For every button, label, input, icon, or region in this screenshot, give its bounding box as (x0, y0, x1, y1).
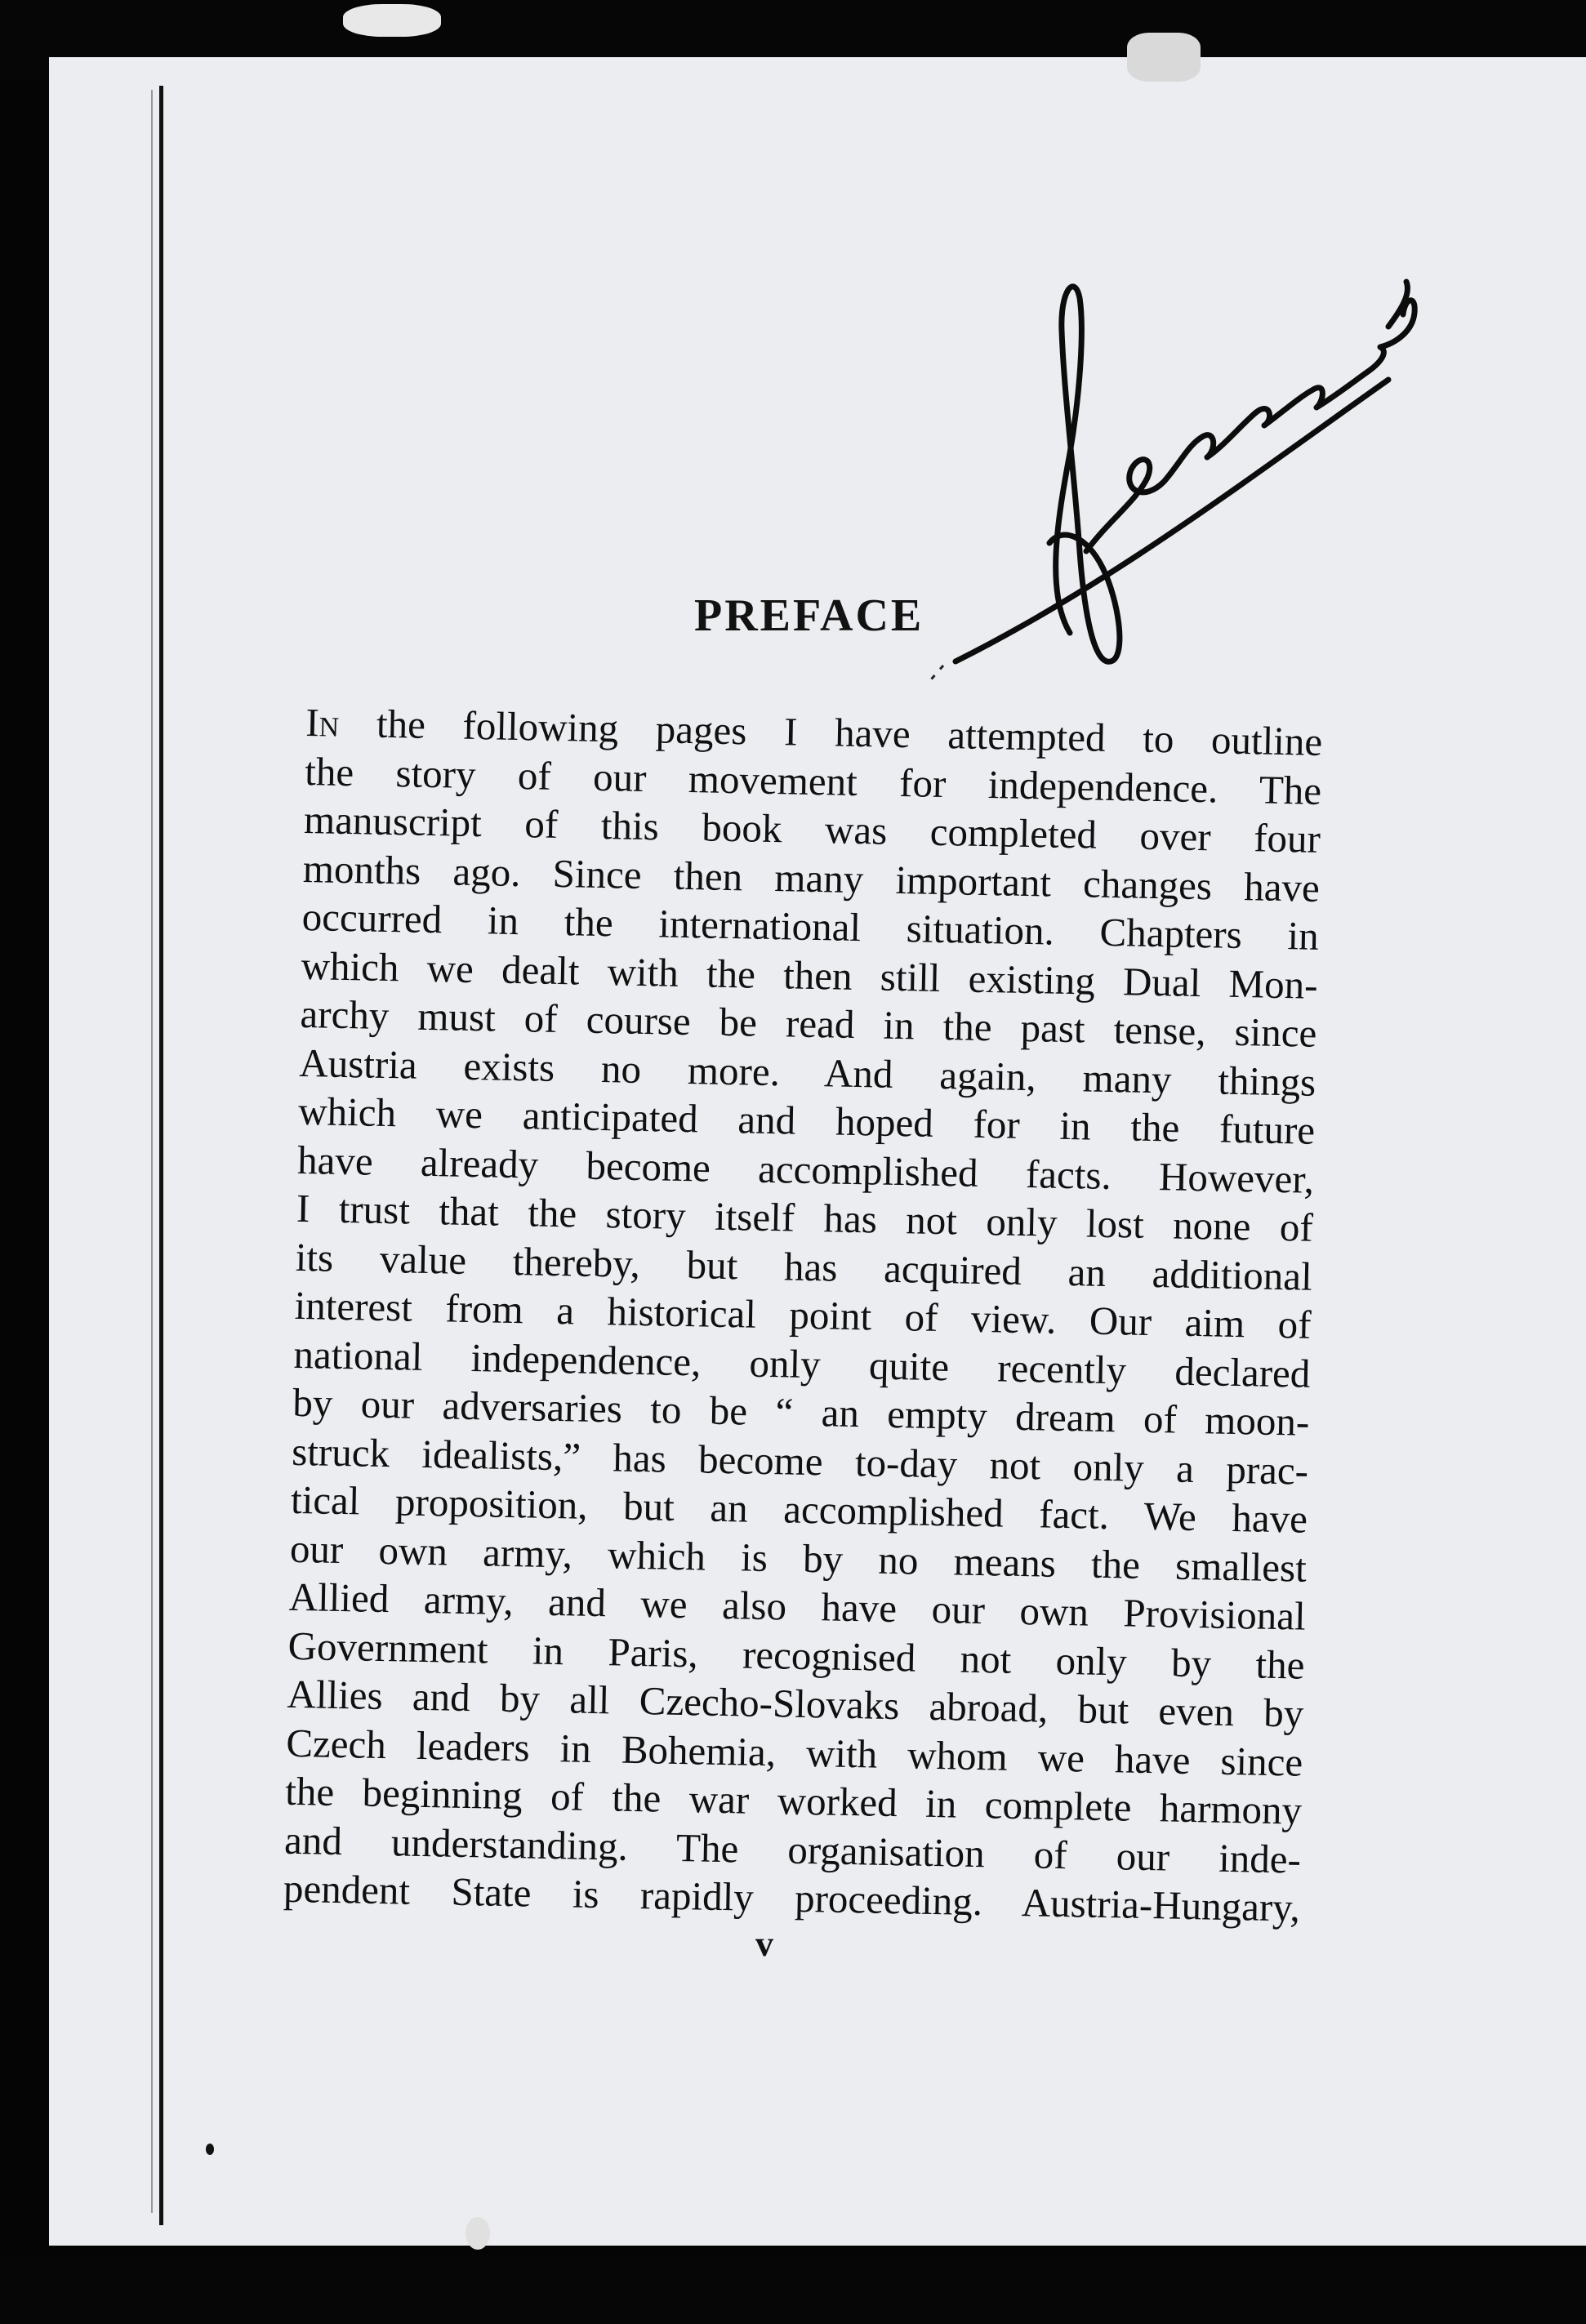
text-line: interest from a historical point of view. Our aim of (294, 1282, 1312, 1347)
text-line: have already become accomplished facts. However, (296, 1137, 1315, 1202)
text-line: the beginning of the war worked in complete harmony (284, 1768, 1303, 1833)
text-line: our own army, which is by no means the smallest (289, 1525, 1308, 1591)
text-line: Allies and by all Czecho-Slovaks abroad, but even by (287, 1671, 1304, 1736)
page-title: PREFACE (694, 590, 924, 641)
scan-speck (343, 4, 441, 37)
text-line: tical proposition, but an accomplished fact. We have (290, 1476, 1308, 1542)
preface-body (283, 698, 1322, 1932)
text-line: pendent State is rapidly proceeding. Austria-Hungary, (283, 1865, 1301, 1930)
text-line: struck idealists,” has become to-day not only a prac- (291, 1428, 1309, 1494)
scan-speck (206, 2144, 214, 2155)
scan-bottom-border (0, 2254, 1586, 2324)
page-number: v (755, 1924, 773, 1964)
text-line: national independence, only quite recently declared (293, 1331, 1311, 1396)
text-line: manuscript of this book was completed over four (303, 796, 1321, 861)
text-line: archy must of course be read in the past tense, since (300, 991, 1317, 1056)
text-line: which we anticipated and hoped for in the future (297, 1088, 1316, 1153)
text-line: I trust that the story itself has not only lost none of (296, 1185, 1314, 1250)
scan-speck (1127, 33, 1201, 82)
page-gutter-line (159, 86, 163, 2225)
dropcap-word: In (305, 699, 340, 746)
text-line: Government in Paris, recognised not only by the (287, 1623, 1306, 1688)
text-line: the story of our movement for independence. The (304, 748, 1322, 813)
text-line: Czech leaders in Bohemia, with whom we have since (285, 1720, 1303, 1785)
text-line: Allied army, and we also have our own Provisional (288, 1574, 1307, 1639)
text-line: Austria exists no more. And again, many things (298, 1040, 1316, 1105)
text-line: occurred in the international situation. Chapters in (301, 893, 1320, 959)
text-line: by our adversaries to be “ an empty dream of moon- (292, 1379, 1310, 1445)
text-line: and understanding. The organisation of our inde- (283, 1817, 1302, 1882)
text-line: In the following pages I have attempted to outline (305, 699, 1323, 764)
text-line: its value thereby, but has acquired an additional (295, 1234, 1313, 1299)
text-line: which we dealt with the then still existing Dual Mon- (301, 942, 1319, 1008)
text-line: months ago. Since then many important changes have (302, 845, 1321, 910)
handwritten-signature (866, 208, 1437, 682)
page-gutter-shadow (151, 90, 153, 2213)
scan-speck (466, 2217, 490, 2250)
